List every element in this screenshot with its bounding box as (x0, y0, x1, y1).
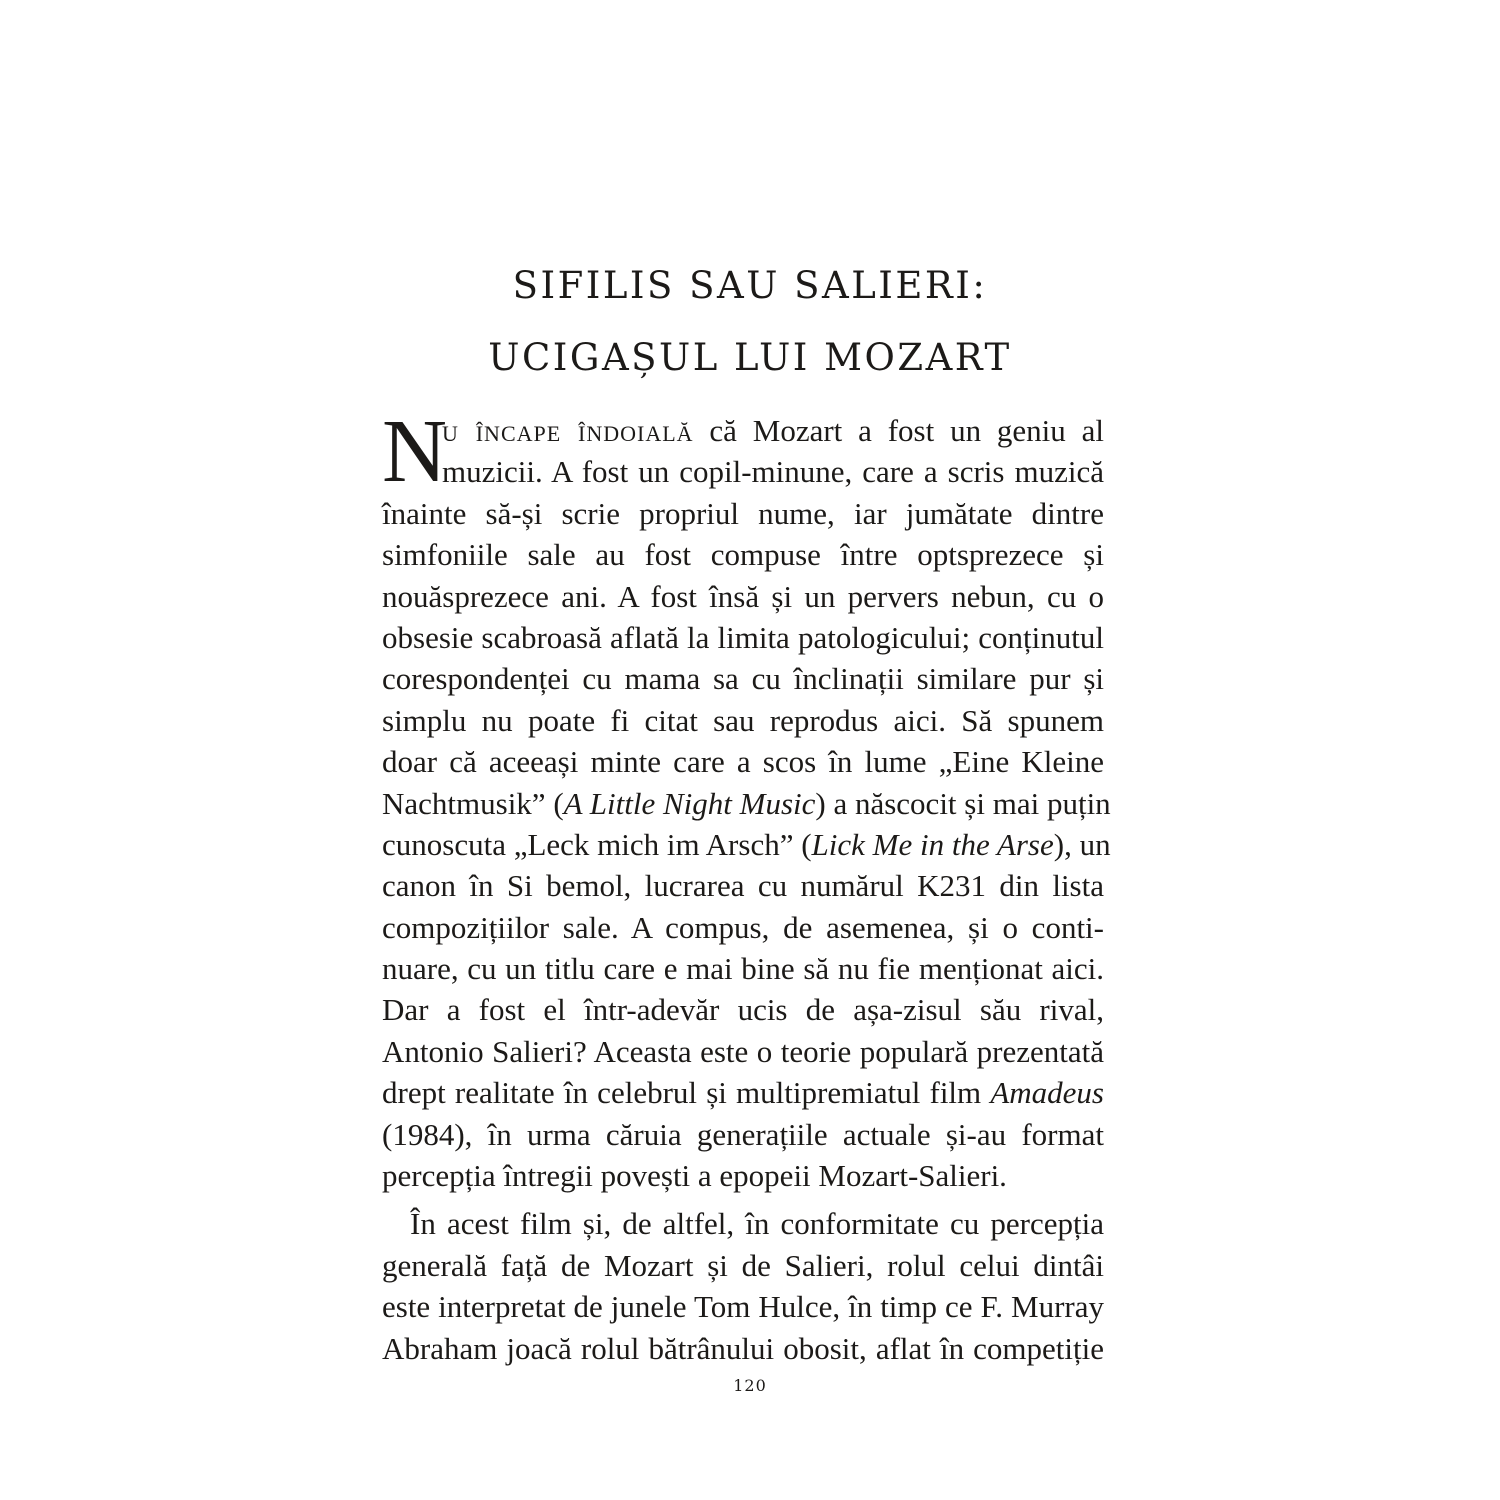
chapter-title-line-1: SIFILIS SAU SALIERI: (512, 264, 988, 307)
page-number: 120 (733, 1376, 767, 1395)
body-text (382, 402, 1111, 1369)
paragraph-1-line-14: nuare, cu un titlu care e mai bine să nu fie menționat aici. (382, 951, 1104, 987)
paragraph-1-line-15: Dar a fost el într-adevăr ucis de așa-zisul său rival, (382, 992, 1104, 1028)
paragraph-1-line-17 (382, 1072, 1104, 1113)
paragraph-1-line-10 (382, 783, 1111, 824)
paragraph-1-line-3: înainte să-și scrie propriul nume, iar jumătate dintre (382, 495, 1104, 531)
paragraph-2-line-1: În acest film și, de altfel, în conformitate cu percepția (410, 1206, 1104, 1242)
paragraph-1 (382, 402, 1111, 1196)
paragraph-1-line-16: Antonio Salieri? Aceasta este o teorie populară prezentată (382, 1033, 1104, 1069)
paragraph-1-line-7: corespondenței cu mama sa cu înclinații similare pur și (382, 661, 1104, 697)
paragraph-1-line-5: nouăsprezece ani. A fost însă și un pervers nebun, cu o (382, 578, 1104, 614)
paragraph-1-line-11 (382, 824, 1111, 865)
paragraph-1-line-1 (382, 410, 1104, 451)
lead-in-small-caps: u încape îndoială (442, 413, 694, 448)
italic-title: A Little Night Music (563, 785, 816, 821)
italic-title: Amadeus (990, 1075, 1104, 1111)
drop-cap: N (382, 402, 447, 501)
paragraph-2-line-2: generală față de Mozart și de Salieri, rolul celui dintâi (382, 1247, 1104, 1283)
line-text: cunoscuta „Leck mich im Arsch” ( (382, 826, 812, 862)
paragraph-1-line-19: percepția întregii povești a epopeii Mozart-Salieri. (382, 1158, 1007, 1194)
paragraph-1-line-2: muzicii. A fost un copil-minune, care a scris muzică (442, 454, 1104, 490)
paragraph-1-line-13: compozițiilor sale. A compus, de asemenea, și o conti- (382, 909, 1104, 945)
paragraph-1-line-18: (1984), în urma căruia generațiile actuale și-au format (382, 1116, 1104, 1152)
line-text: Nachtmusik” ( (382, 785, 564, 821)
paragraph-1-line-8: simplu nu poate fi citat sau reprodus aici. Să spunem (382, 702, 1104, 738)
paragraph-1-line-12: canon în Si bemol, lucrarea cu numărul K231 din lista (382, 868, 1104, 904)
chapter-title (380, 250, 1120, 394)
line-text: ) a născocit și mai puțin (815, 785, 1111, 821)
line-text: că Mozart a fost un geniu al (693, 413, 1104, 448)
line-text: ), un (1053, 826, 1111, 862)
paragraph-1-line-9: doar că aceeași minte care a scos în lume „Eine Kleine (382, 744, 1104, 780)
paragraph-1-line-6: obsesie scabroasă aflată la limita patologicului; conținutul (382, 619, 1104, 655)
italic-title: Lick Me in the Arse (811, 826, 1054, 862)
paragraph-2-line-4: Abraham joacă rolul bătrânului obosit, aflat în competiție (382, 1330, 1104, 1366)
chapter-title-line-2: UCIGAȘUL LUI MOZART (488, 336, 1012, 379)
paragraph-1-line-4: simfoniile sale au fost compuse între optsprezece și (382, 537, 1104, 573)
paragraph-2 (382, 1203, 1104, 1369)
line-text: drept realitate în celebrul și multipremiatul film (382, 1075, 991, 1111)
paragraph-2-line-3: este interpretat de junele Tom Hulce, în timp ce F. Murray (382, 1289, 1104, 1325)
paragraph-gap (382, 1196, 1104, 1203)
